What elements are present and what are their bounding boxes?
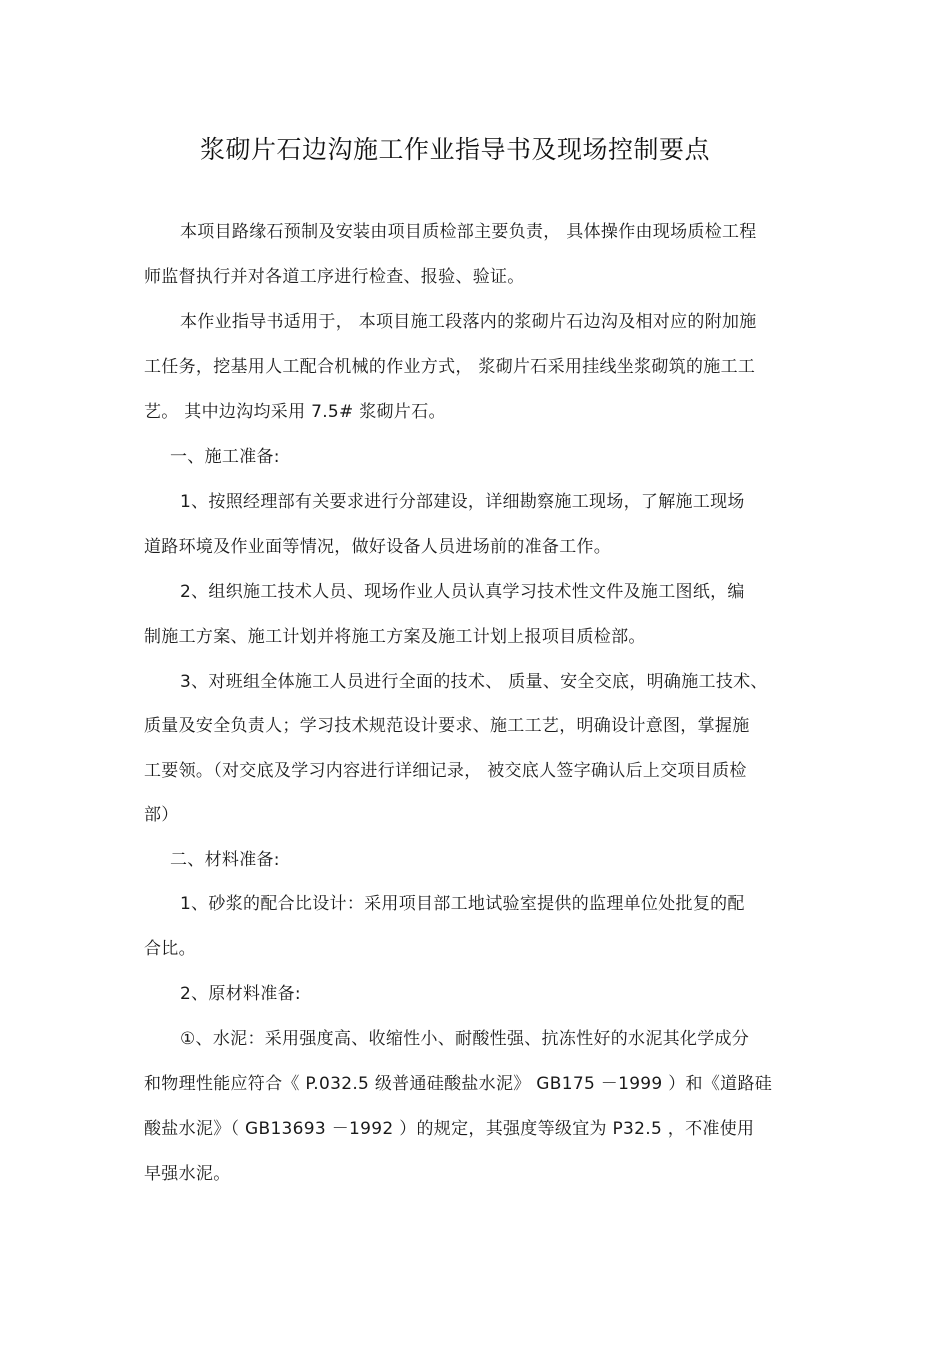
paragraph-line: 本项目路缘石预制及安装由项目质检部主要负责， 具体操作由现场质检工程: [180, 222, 757, 242]
document-title: 浆砌片石边沟施工作业指导书及现场控制要点: [199, 135, 710, 164]
paragraph-line: ①、水泥：采用强度高、收缩性小、耐酸性强、抗冻性好的水泥其化学成分: [180, 1029, 750, 1049]
section-heading: 一、施工准备:: [170, 447, 280, 467]
paragraph-line: 本作业指导书适用于， 本项目施工段落内的浆砌片石边沟及相对应的附加施: [180, 312, 757, 332]
paragraph-line: 艺。 其中边沟均采用 7.5# 浆砌片石。: [144, 402, 446, 422]
paragraph-line: 酸盐水泥》（ GB13693 －1992 ）的规定，其强度等级宜为 P32.5 ，不准使用: [144, 1119, 755, 1139]
paragraph-line: 质量及安全负责人；学习技术规范设计要求、施工工艺，明确设计意图，掌握施: [144, 716, 750, 736]
paragraph-line: 早强水泥。: [144, 1164, 231, 1184]
paragraph-line: 1、砂浆的配合比设计：采用项目部工地试验室提供的监理单位处批复的配: [180, 894, 745, 914]
paragraph-line: 道路环境及作业面等情况，做好设备人员进场前的准备工作。: [144, 537, 612, 557]
paragraph-line: 工要领。（对交底及学习内容进行详细记录， 被交底人签字确认后上交项目质检: [144, 761, 747, 781]
paragraph-line: 工任务，挖基用人工配合机械的作业方式， 浆砌片石采用挂线坐浆砌筑的施工工: [144, 357, 756, 377]
paragraph-line: 和物理性能应符合《 P.032.5 级普通硅酸盐水泥》 GB175 －1999 ）和《道路硅: [144, 1074, 773, 1094]
section-heading: 二、材料准备:: [170, 850, 280, 870]
paragraph-line: 3、对班组全体施工人员进行全面的技术、 质量、安全交底，明确施工技术、: [180, 672, 768, 692]
paragraph-line: 师监督执行并对各道工序进行检查、报验、验证。: [144, 267, 525, 287]
paragraph-line: 部）: [144, 805, 179, 825]
paragraph-line: 1、按照经理部有关要求进行分部建设，详细勘察施工现场，了解施工现场: [180, 492, 745, 512]
paragraph-line: 2、组织施工技术人员、现场作业人员认真学习技术性文件及施工图纸，编: [180, 582, 745, 602]
paragraph-line: 合比。: [144, 939, 196, 959]
paragraph-line: 制施工方案、施工计划并将施工方案及施工计划上报项目质检部。: [144, 627, 646, 647]
subsection-heading: 2、原材料准备:: [180, 984, 301, 1004]
